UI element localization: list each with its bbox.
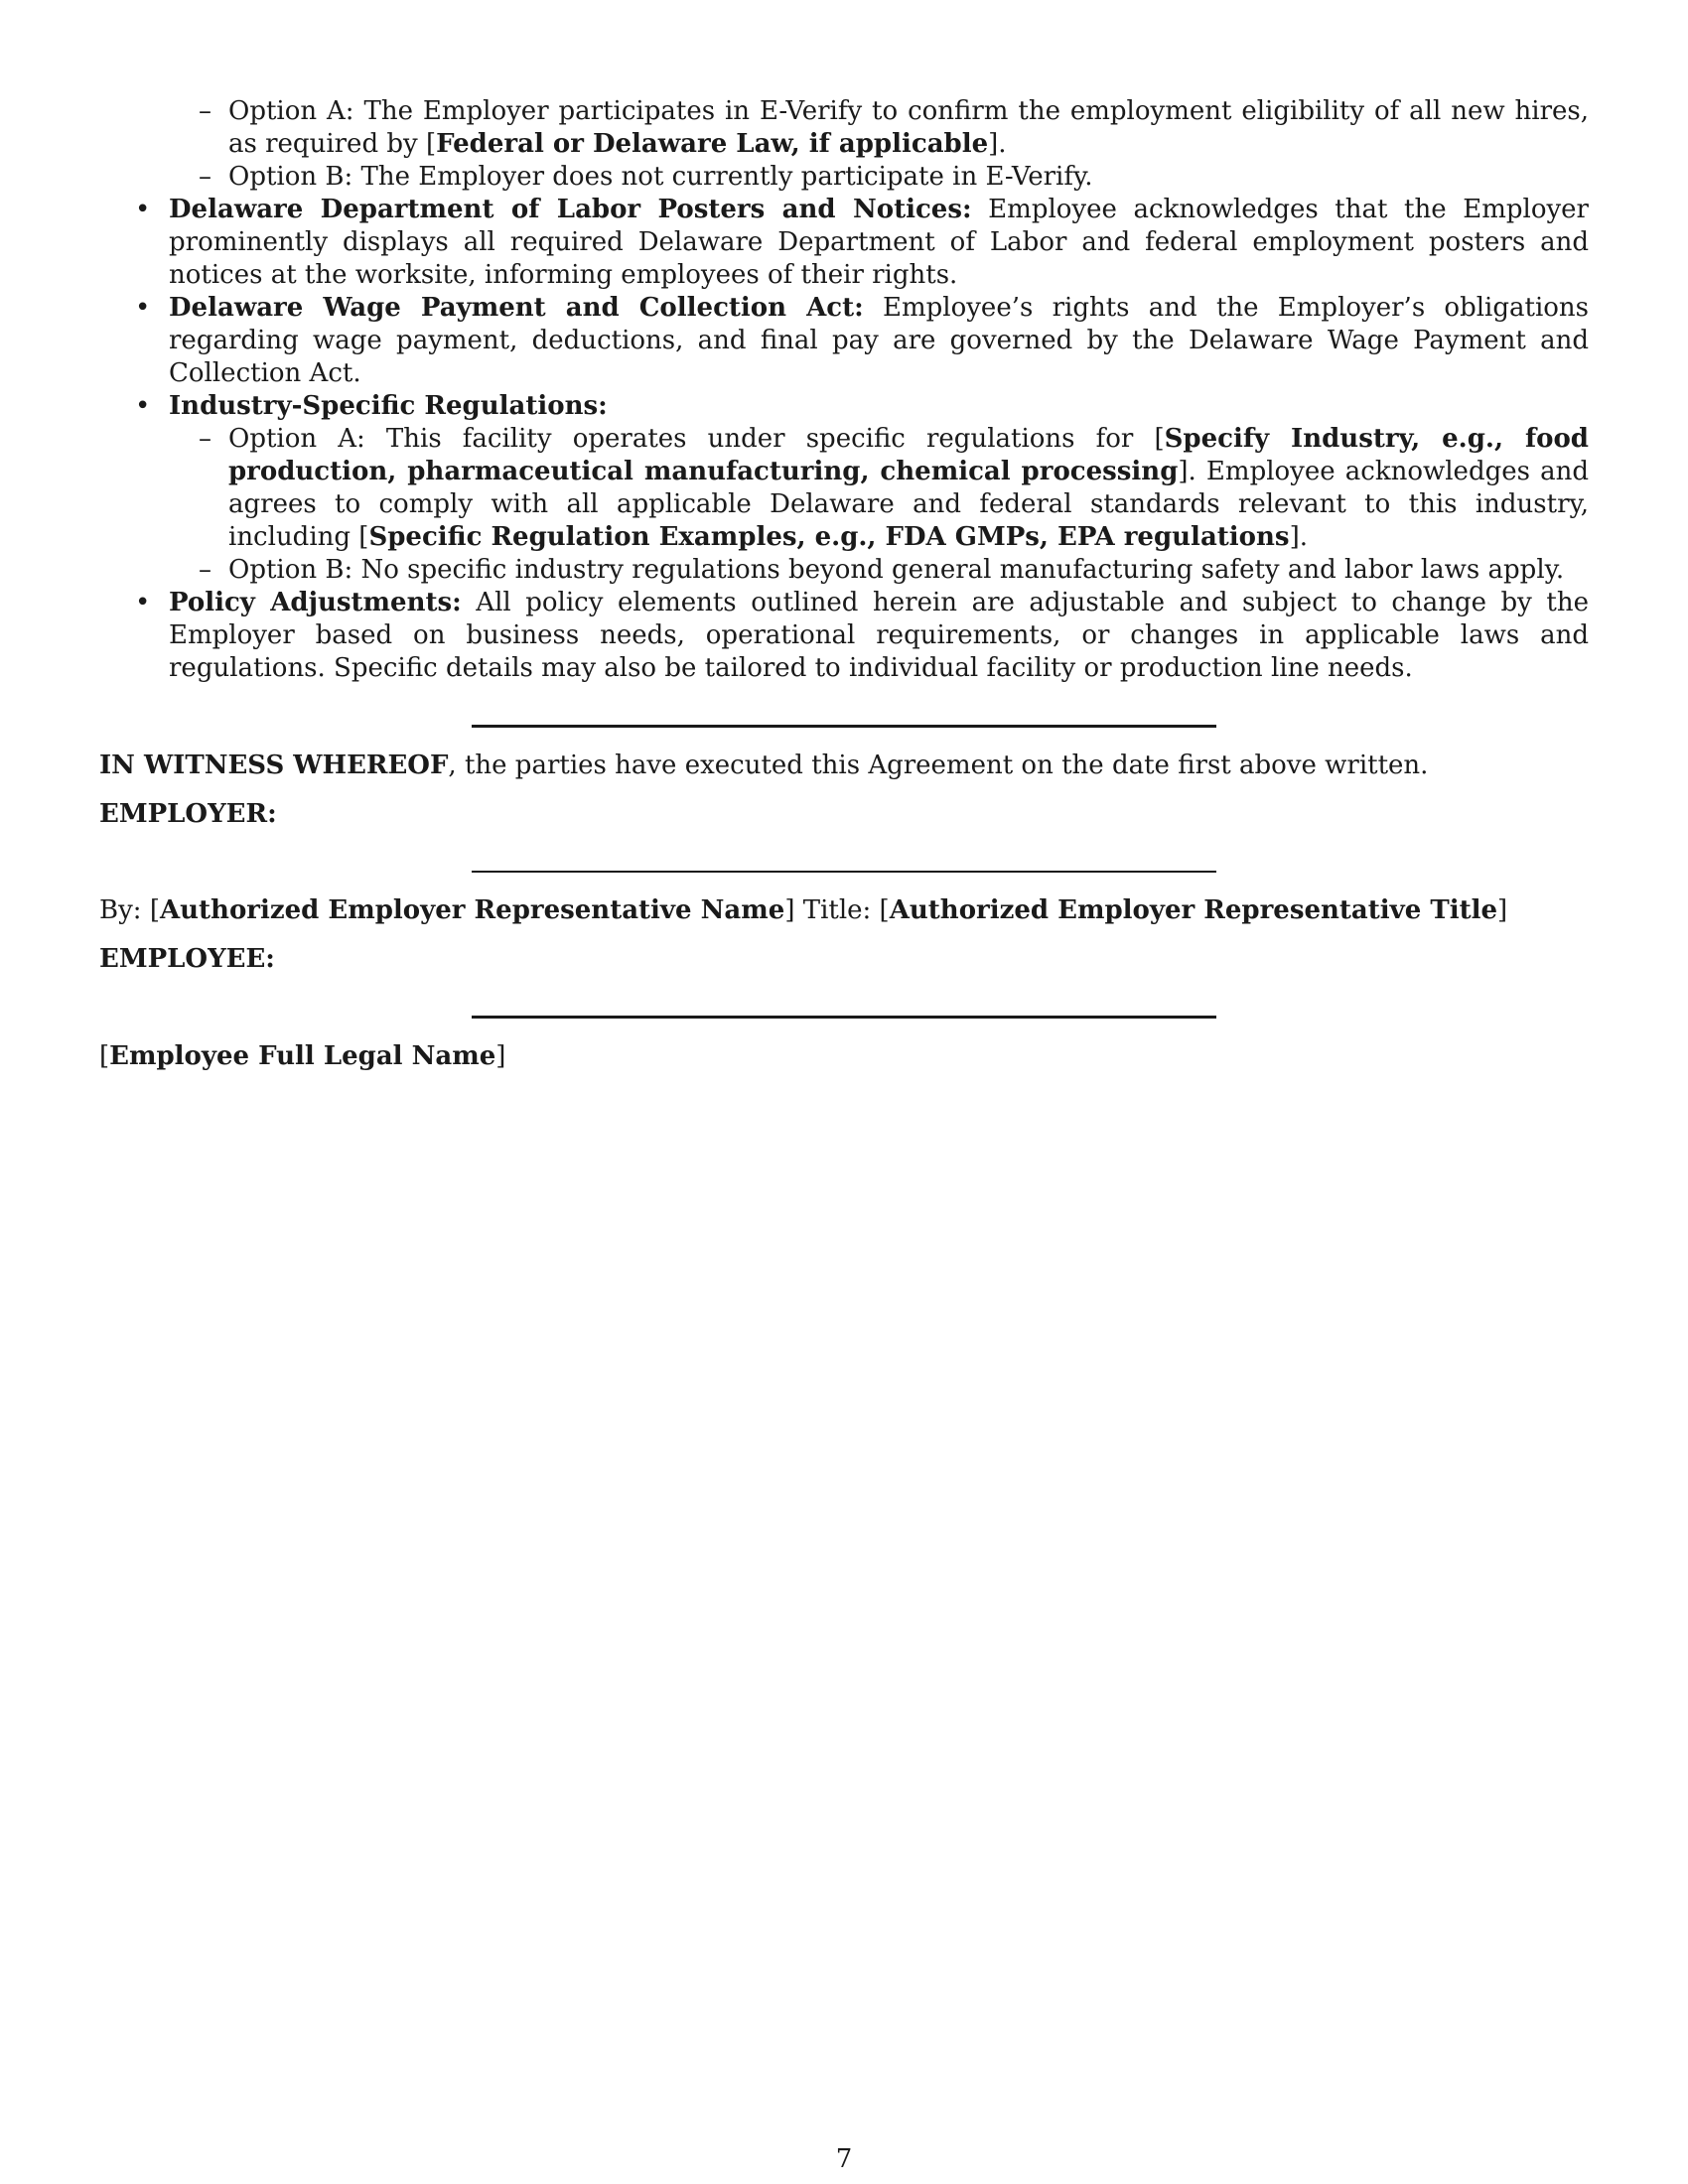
employee-label: EMPLOYEE: (99, 944, 275, 974)
bullet-marker: • (135, 195, 151, 224)
policy-item: • Policy Adjustments: All policy elements outlined herein are adjustable and subject to change by the Employer based on business needs, operational requirements, or changes in applicable laws and regulations. Specific details may also be tailored to individual facility or production line needs. (135, 588, 1589, 683)
industry-item: • Industry-Specific Regulations: (135, 391, 608, 421)
document-page (99, 95, 1589, 1073)
dash-marker: – (199, 555, 211, 585)
employer-label: EMPLOYER: (99, 799, 277, 829)
employer-representative: By: [Authorized Employer Representative Name] Title: [Authorized Employer Representative Title] (99, 895, 1508, 925)
dash-marker: – (199, 424, 211, 454)
page-number: 7 (835, 2144, 853, 2174)
bullet-marker: • (135, 293, 151, 323)
industry-option-b: – Option B: No specific industry regulations beyond general manufacturing safety and labor laws apply. (199, 555, 1565, 585)
witness-clause: IN WITNESS WHEREOF, the parties have executed this Agreement on the date first above written. (99, 751, 1429, 780)
bullet-marker: • (135, 391, 151, 421)
wage-act-item: • Delaware Wage Payment and Collection Act: Employee’s rights and the Employer’s obligations regarding wage payment, deductions, and final pay are governed by the Delaware Wage Payment and Collection Act. (135, 293, 1590, 388)
employee-name: [Employee Full Legal Name] (99, 1041, 506, 1071)
everify-option-a: – Option A: The Employer participates in E-Verify to confirm the employment eligibility of all new hires, as required by [Federal or Delaware Law, if applicable]. (199, 96, 1589, 159)
bullet-marker: • (135, 588, 151, 617)
dash-marker: – (199, 162, 211, 192)
dash-marker: – (199, 96, 211, 126)
posters-item: • Delaware Department of Labor Posters and Notices: Employee acknowledges that the Employer prominently displays all required Delaware Department of Labor and federal employment posters and notices at the worksite, informing employees of their rights. (135, 195, 1589, 290)
industry-option-a: – Option A: This facility operates under specific regulations for [Specify Industry, e.g., food production, pharmaceutical manufacturing, chemical processing]. Employee acknowledges and agrees to comply with all applicable Delaware and federal standards relevant to this industry, including [Specific Regulation Examples, e.g., FDA GMPs, EPA regulations]. (199, 424, 1589, 552)
everify-option-b: – Option B: The Employer does not currently participate in E-Verify. (199, 162, 1093, 192)
